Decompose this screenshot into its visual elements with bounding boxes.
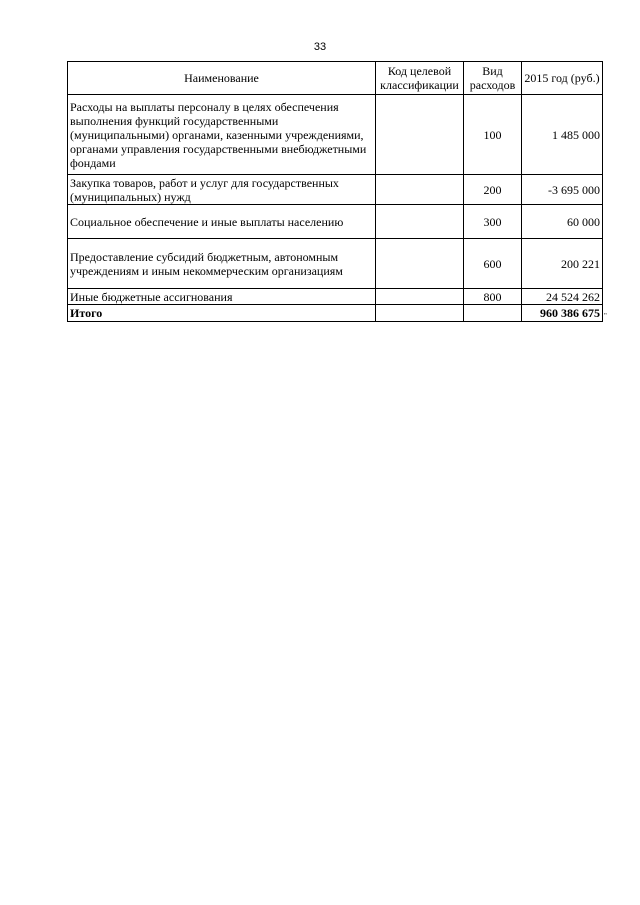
row-type: 200 <box>464 175 522 205</box>
closing-quote-mark: " <box>604 312 607 320</box>
row-amount: 200 221 <box>522 239 603 289</box>
row-type: 600 <box>464 239 522 289</box>
header-code: Код целевой классификации <box>376 62 464 95</box>
row-name: Социальное обеспечение и иные выплаты населению <box>68 205 376 239</box>
row-code <box>376 239 464 289</box>
row-type: 300 <box>464 205 522 239</box>
table-row <box>68 239 603 289</box>
total-code <box>376 305 464 322</box>
header-type: Вид расходов <box>464 62 522 95</box>
row-type: 100 <box>464 95 522 175</box>
total-name: Итого <box>68 305 376 322</box>
row-code <box>376 205 464 239</box>
table-row <box>68 175 603 205</box>
row-amount: 60 000 <box>522 205 603 239</box>
budget-table <box>67 61 603 322</box>
row-code <box>376 175 464 205</box>
row-code <box>376 95 464 175</box>
table-row <box>68 95 603 175</box>
total-row <box>68 305 603 322</box>
row-type: 800 <box>464 289 522 305</box>
row-amount: 1 485 000 <box>522 95 603 175</box>
total-type <box>464 305 522 322</box>
row-code <box>376 289 464 305</box>
row-name: Расходы на выплаты персоналу в целях обеспечения выполнения функций государственными (муниципальными) органами, казенными учреждениями, органами управления государственными внебюджетными фондами <box>68 95 376 175</box>
row-name: Предоставление субсидий бюджетным, автономным учреждениям и иным некоммерческим организациям <box>68 239 376 289</box>
header-name: Наименование <box>68 62 376 95</box>
page-number: 33 <box>313 41 327 53</box>
row-name: Иные бюджетные ассигнования <box>68 289 376 305</box>
table-header-row <box>68 62 603 95</box>
row-amount: -3 695 000 <box>522 175 603 205</box>
table-row <box>68 289 603 305</box>
table-row <box>68 205 603 239</box>
row-name: Закупка товаров, работ и услуг для государственных (муниципальных) нужд <box>68 175 376 205</box>
row-amount: 24 524 262 <box>522 289 603 305</box>
total-amount: 960 386 675 <box>522 305 603 322</box>
header-amount: 2015 год (руб.) <box>522 62 603 95</box>
